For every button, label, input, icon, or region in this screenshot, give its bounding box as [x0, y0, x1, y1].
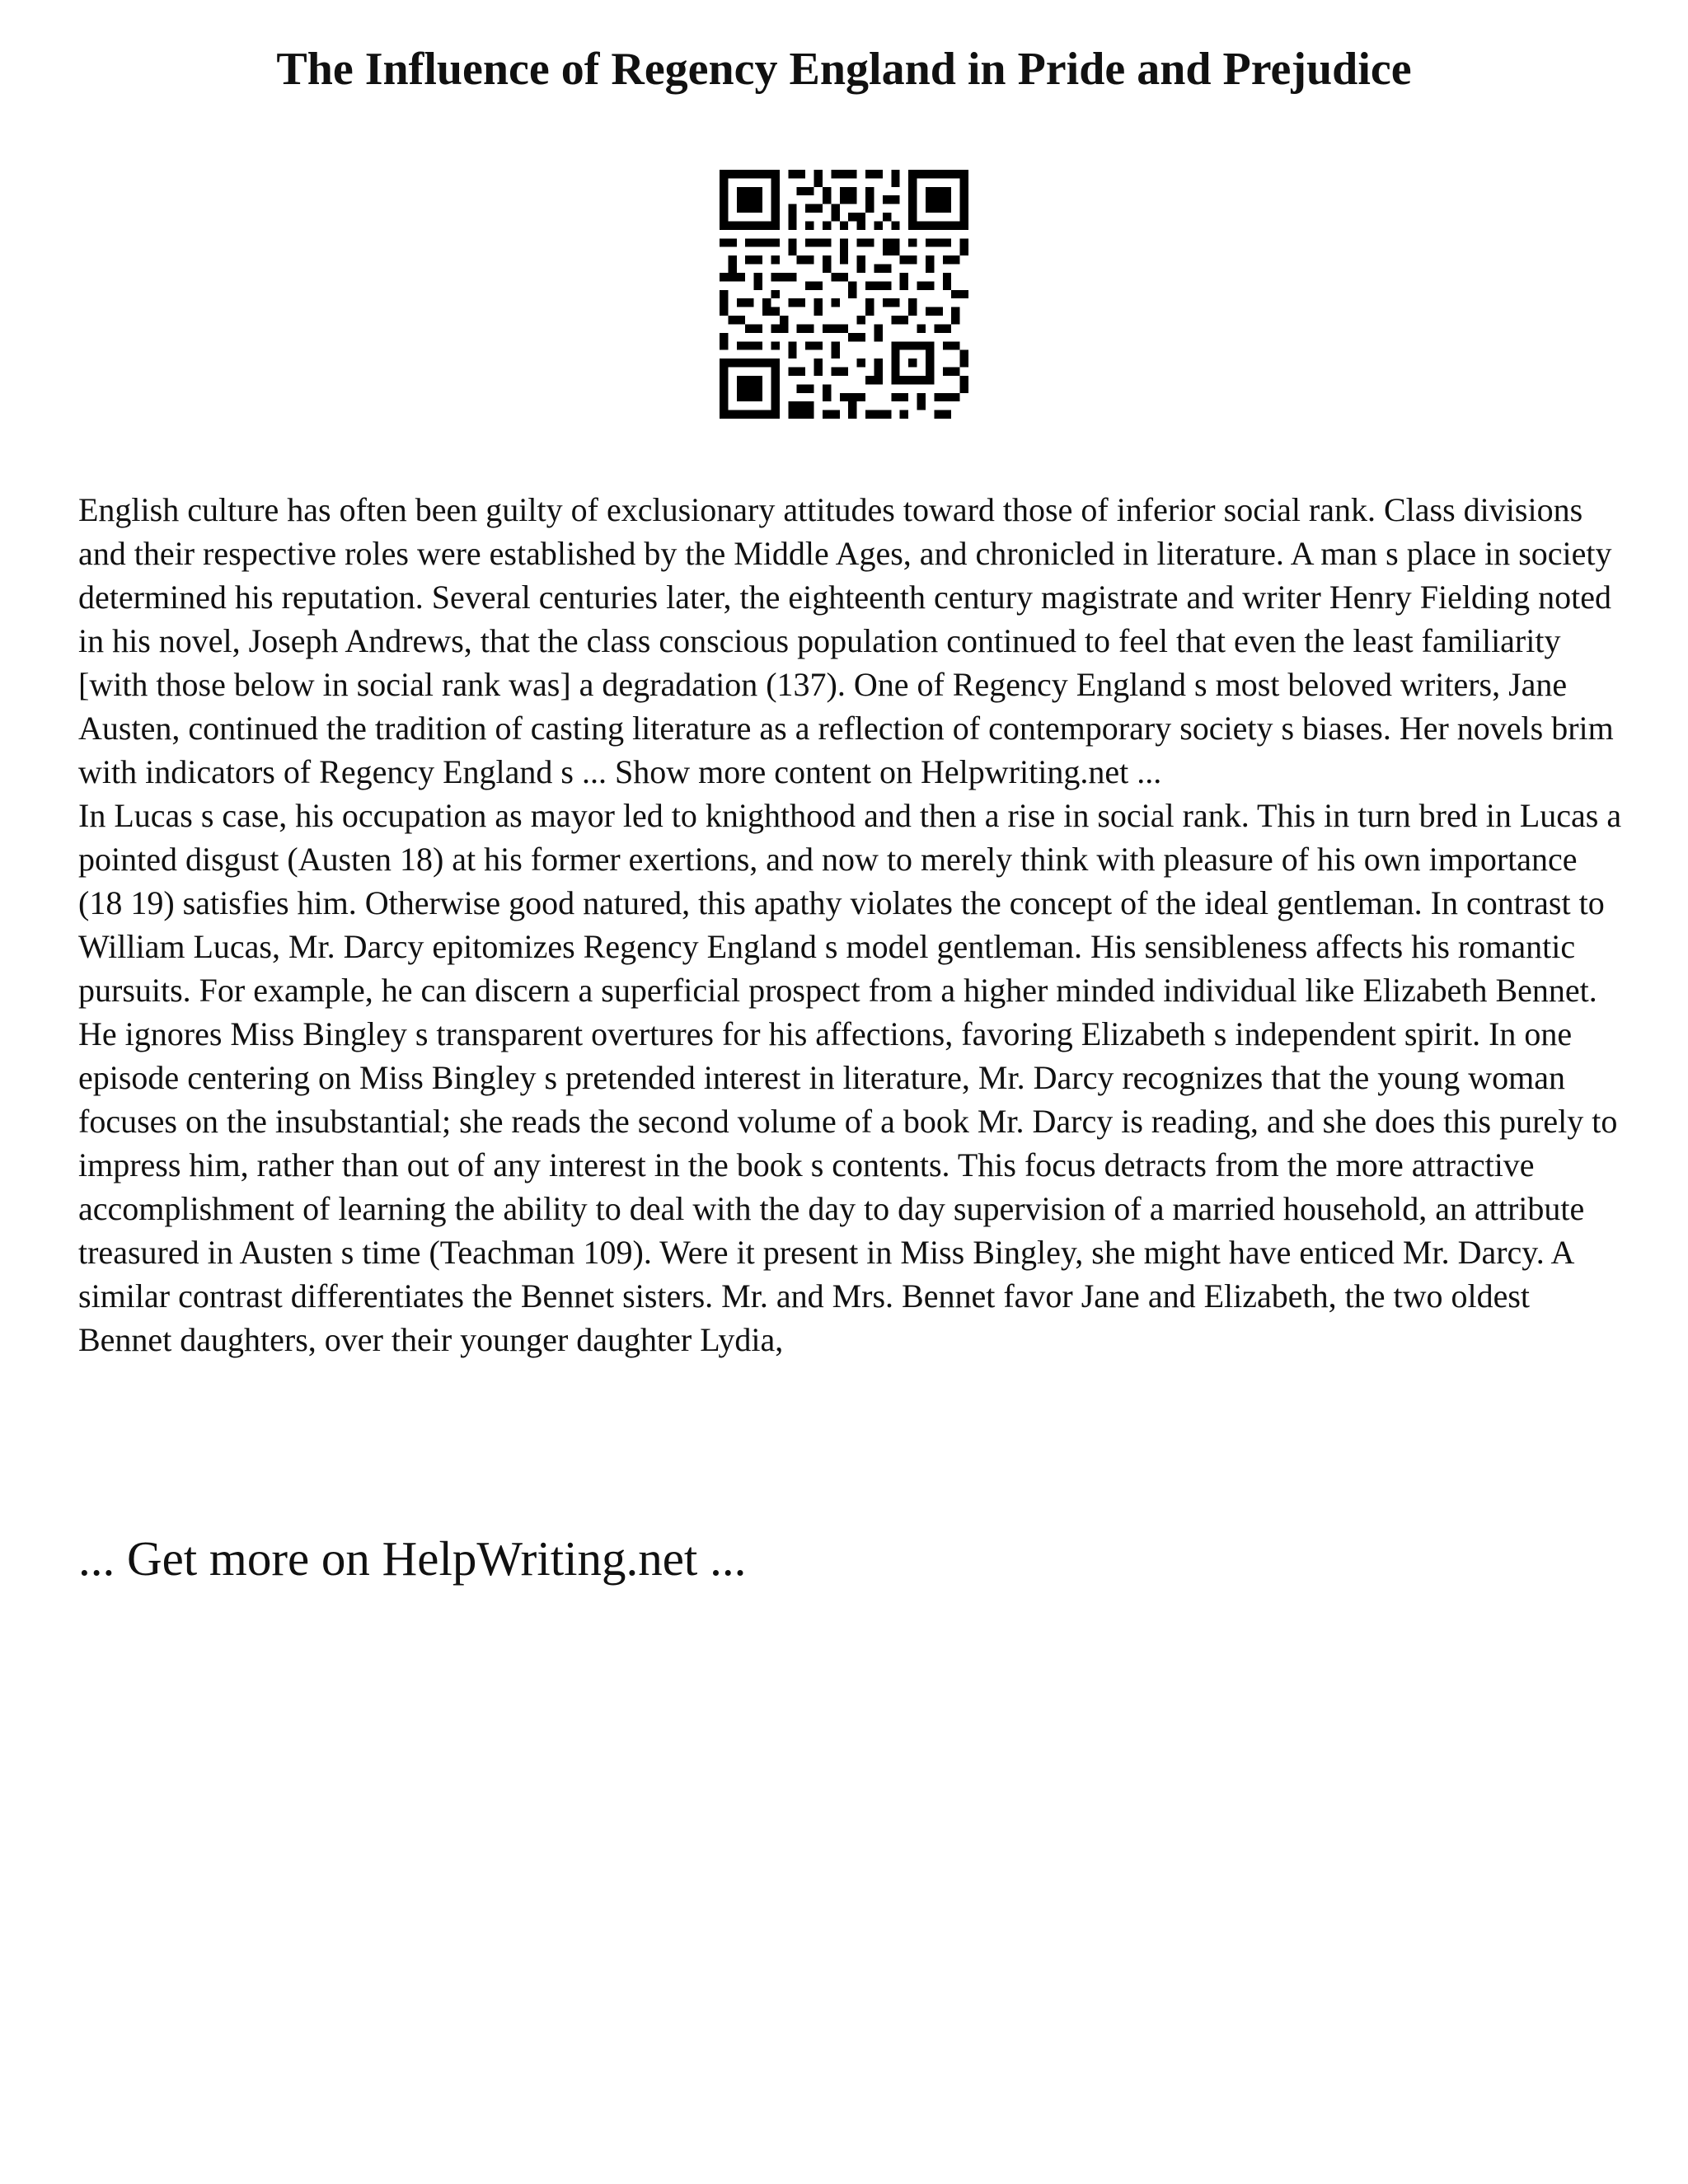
- article-body: [78, 488, 1628, 1361]
- paragraph: In Lucas s case, his occupation as mayor led to knighthood and then a rise in social rank. This in turn bred in Lucas a pointed disgust (Austen 18) at his former exertions, and now to merely think with pleasure of his own importance (18 19) satisfies him. Otherwise good natured, this apathy violates the concept of the ideal gentleman. In contrast to William Lucas, Mr. Darcy epitomizes Regency England s model gentleman. His sensibleness affects his romantic pursuits. For example, he can discern a superficial prospect from a higher minded individual like Elizabeth Bennet. He ignores Miss Bingley s transparent overtures for his affections, favoring Elizabeth s independent spirit. In one episode centering on Miss Bingley s pretended interest in literature, Mr. Darcy recognizes that the young woman focuses on the insubstantial; she reads the second volume of a book Mr. Darcy is reading, and she does this purely to impress him, rather than out of any interest in the book s contents. This focus detracts from the more attractive accomplishment of learning the ability to deal with the day to day supervision of a married household, an attribute treasured in Austen s time (Teachman 109). Were it present in Miss Bingley, she might have enticed Mr. Darcy. A similar contrast differentiates the Bennet sisters. Mr. and Mrs. Bennet favor Jane and Elizabeth, the two oldest Bennet daughters, over their younger daughter Lydia,: [78, 797, 1622, 1358]
- paragraph: English culture has often been guilty of exclusionary attitudes toward those of inferior social rank. Class divisions and their respective roles were established by the Middle Ages, and chronicled in literature. A man s place in society determined his reputation. Several centuries later, the eighteenth century magistrate and writer Henry Fielding noted in his novel, Joseph Andrews, that the class conscious population continued to feel that even the least familiarity [with those below in social rank was] a degradation (137). One of Regency England s most beloved writers, Jane Austen, continued the tradition of casting literature as a reflection of contemporary society s biases. Her novels brim with indicators of Regency England s ... Show more content on Helpwriting.net ...: [78, 491, 1614, 790]
- get-more-link[interactable]: ... Get more on HelpWriting.net ...: [78, 1531, 747, 1586]
- qr-code-icon[interactable]: [720, 170, 968, 419]
- page-title: The Influence of Regency England in Pride and Prejudice: [276, 44, 1412, 95]
